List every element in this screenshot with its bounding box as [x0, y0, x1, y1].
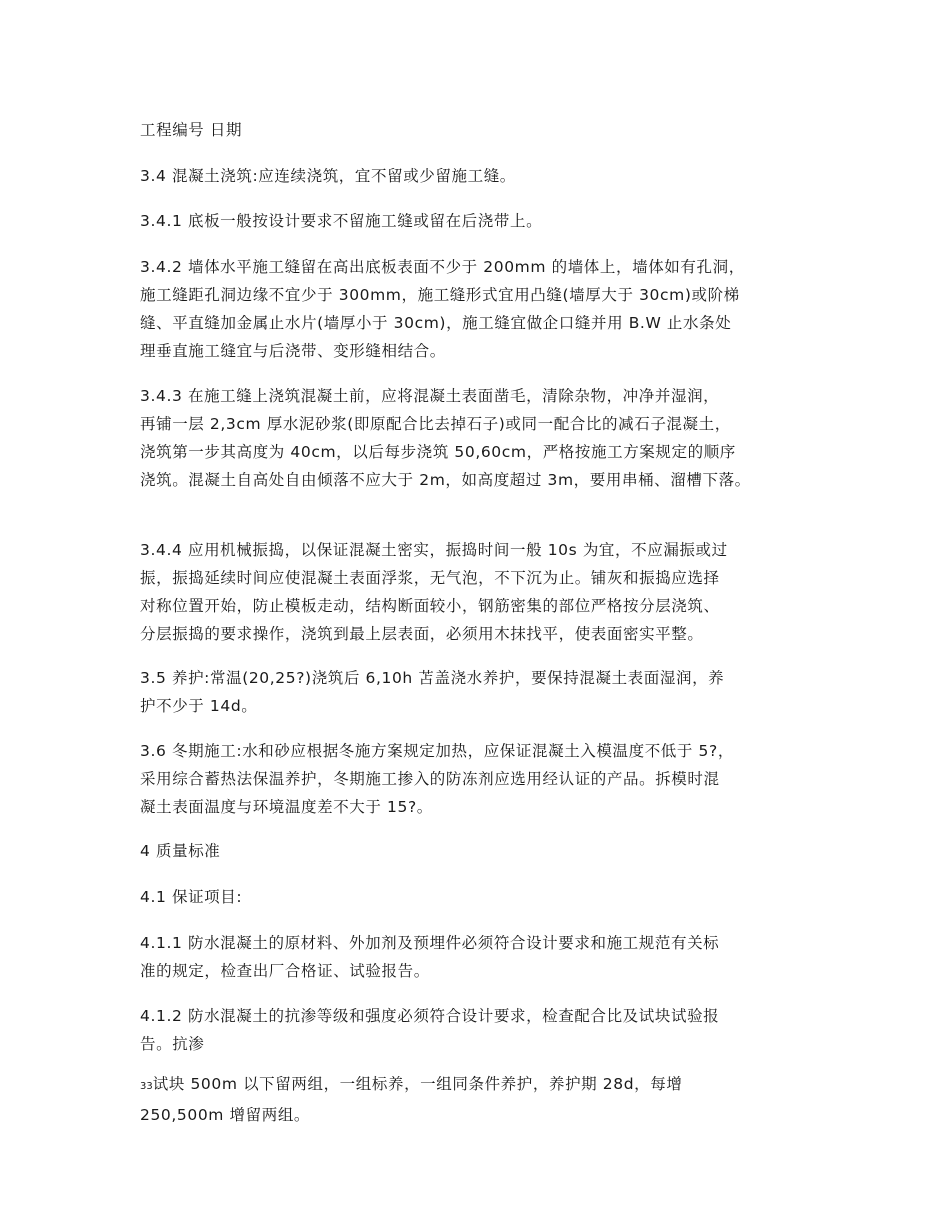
section-4-heading: 4 质量标准: [140, 842, 221, 860]
paragraph-3-4-3: 3.4.3 在施工缝上浇筑混凝土前，应将混凝土表面凿毛，清除杂物，冲净并湿润， 再铺一层 2,3cm 厚水泥砂浆(即原配合比去掉石子)或同一配合比的减石子混凝土， 浇筑第一步其高度为 40cm，以后每步浇筑 50,60cm，严格按施工方案规定的顺序 浇筑。混凝土自高处自由倾落不应大于 2m，如高度超过 3m，要用串桶、溜槽下落。: [140, 387, 751, 489]
superscript-mark: 33: [140, 1081, 153, 1092]
paragraph-3-4-2: 3.4.2 墙体水平施工缝留在高出底板表面不少于 200mm 的墙体上，墙体如有孔洞， 施工缝距孔洞边缘不宜少于 300mm，施工缝形式宜用凸缝(墙厚大于 30cm)或阶梯 缝、平直缝加金属止水片(墙厚小于 30cm)，施工缝宜做企口缝并用 B.W 止水条处 理垂直施工缝宜与后浇带、变形缝相结合。: [140, 258, 745, 360]
test-block-line-1: 试块 500m 以下留两组，一组标养，一组同条件养护，养护期 28d，每增: [152, 1075, 683, 1093]
paragraph-3-4-4: 3.4.4 应用机械振捣，以保证混凝土密实，振捣时间一般 10s 为宜，不应漏振或过 振，振捣延续时间应使混凝土表面浮浆，无气泡，不下沉为止。铺灰和振捣应选择 对称位置开始，防止模板走动，结构断面较小，钢筋密集的部位严格按分层浇筑、 分层振捣的要求操作，浇筑到最上层表面，必须用木抹找平，使表面密实平整。: [140, 541, 728, 643]
paragraph-3-4-1: 3.4.1 底板一般按设计要求不留施工缝或留在后浇带上。: [140, 212, 543, 230]
paragraph-3-4: 3.4 混凝土浇筑:应连续浇筑，宜不留或少留施工缝。: [140, 167, 516, 185]
document-header: 工程编号 日期: [140, 121, 243, 139]
paragraph-4-1-1: 4.1.1 防水混凝土的原材料、外加剂及预埋件必须符合设计要求和施工规范有关标 准的规定，检查出厂合格证、试验报告。: [140, 934, 720, 980]
test-block-line-2: 250,500m 增留两组。: [140, 1106, 311, 1124]
section-4-1-heading: 4.1 保证项目:: [140, 888, 243, 906]
paragraph-test-block: [140, 1070, 820, 1129]
paragraph-3-6: 3.6 冬期施工:水和砂应根据冬施方案规定加热，应保证混凝土入模温度不低于 5?， 采用综合蓄热法保温养护，冬期施工掺入的防冻剂应选用经认证的产品。拆模时混 凝土表面温度与环境温度差不大于 15?。: [140, 742, 734, 816]
paragraph-4-1-2: 4.1.2 防水混凝土的抗渗等级和强度必须符合设计要求，检查配合比及试块试验报 告。抗渗: [140, 1007, 720, 1053]
paragraph-3-5: 3.5 养护:常温(20,25?)浇筑后 6,10h 苫盖浇水养护，要保持混凝土表面湿润，养 护不少于 14d。: [140, 669, 725, 715]
